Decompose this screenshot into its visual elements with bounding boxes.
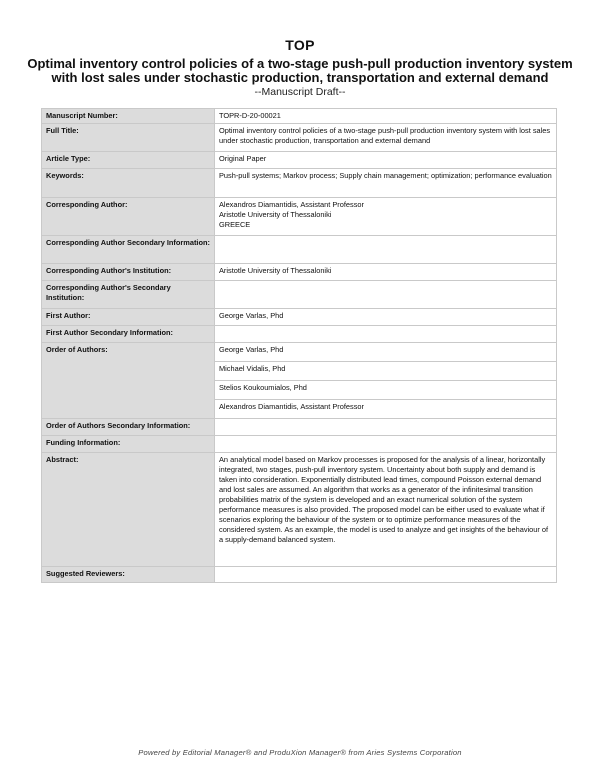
author-4: Alexandros Diamantidis, Assistant Professor [215, 400, 557, 419]
row-first-author-secondary [42, 326, 557, 343]
author-2: Michael Vidalis, Phd [215, 362, 557, 381]
manuscript-title: Optimal inventory control policies of a two-stage push-pull production inventory system with lost sales under stochastic production, transportation and external demand [27, 56, 573, 85]
label-corresponding-author: Corresponding Author: [42, 198, 215, 236]
value-abstract: An analytical model based on Markov processes is proposed for the analysis of a linear, horizontally integrated, two stages, push-pull inventory system. Uncertainty about both supply and demand is taken into consideration. Exponentially distributed lead times, compound Poisson external demand and lost sales are assumed. An algorithm that works as a generator of the infinitesimal transition probabilities matrix of the system is developed and an exact numerical solution of the system performance measures is also provided. The proposed model can be either used to evaluate what if scenarios exploring the behaviour of the system or to optimize performance measures of the considered system. As an example, the model is used to analyze and get insights of the behaviour of a supply-demand balanced system. [215, 453, 557, 567]
label-article-type: Article Type: [42, 152, 215, 169]
value-article-type: Original Paper [215, 152, 557, 169]
corresponding-author-country: GREECE [219, 220, 251, 229]
value-full-title: Optimal inventory control policies of a two-stage push-pull production inventory system with lost sales under stochastic production, transportation and external demand [215, 124, 557, 152]
row-corresponding-institution [42, 264, 557, 281]
row-first-author [42, 309, 557, 326]
value-corresponding-author [215, 198, 557, 236]
value-first-author: George Varlas, Phd [215, 309, 557, 326]
value-keywords: Push-pull systems; Markov process; Supply chain management; optimization; performance evaluation [215, 169, 557, 198]
powered-by-footer: Powered by Editorial Manager® and ProduXion Manager® from Aries Systems Corporation [138, 748, 462, 757]
corresponding-author-affiliation: Aristotle University of Thessaloniki [219, 210, 332, 219]
author-1: George Varlas, Phd [215, 343, 557, 362]
label-corresponding-institution-secondary: Corresponding Author's Secondary Institution: [42, 281, 215, 309]
label-abstract: Abstract: [42, 453, 215, 567]
row-full-title [42, 124, 557, 152]
draft-label: --Manuscript Draft-- [254, 86, 346, 98]
row-corresponding-institution-secondary [42, 281, 557, 309]
label-corresponding-author-secondary: Corresponding Author Secondary Information: [42, 236, 215, 264]
label-order-of-authors: Order of Authors: [42, 343, 215, 419]
value-funding [215, 436, 557, 453]
row-keywords [42, 169, 557, 198]
label-order-of-authors-secondary: Order of Authors Secondary Information: [42, 419, 215, 436]
value-order-of-authors-secondary [215, 419, 557, 436]
row-order-of-authors [42, 343, 557, 362]
label-first-author: First Author: [42, 309, 215, 326]
value-first-author-secondary [215, 326, 557, 343]
label-full-title: Full Title: [42, 124, 215, 152]
author-3: Stelios Koukoumialos, Phd [215, 381, 557, 400]
label-corresponding-institution: Corresponding Author's Institution: [42, 264, 215, 281]
row-suggested-reviewers [42, 567, 557, 583]
row-corresponding-author [42, 198, 557, 236]
journal-name: TOP [285, 37, 315, 53]
row-corresponding-author-secondary [42, 236, 557, 264]
row-abstract [42, 453, 557, 567]
label-suggested-reviewers: Suggested Reviewers: [42, 567, 215, 583]
label-first-author-secondary: First Author Secondary Information: [42, 326, 215, 343]
label-funding: Funding Information: [42, 436, 215, 453]
value-corresponding-institution: Aristotle University of Thessaloniki [215, 264, 557, 281]
row-article-type [42, 152, 557, 169]
corresponding-author-name: Alexandros Diamantidis, Assistant Professor [219, 200, 365, 209]
value-manuscript-number: TOPR-D-20-00021 [215, 109, 557, 124]
label-keywords: Keywords: [42, 169, 215, 198]
row-funding [42, 436, 557, 453]
value-corresponding-institution-secondary [215, 281, 557, 309]
manuscript-metadata-table [41, 108, 557, 583]
row-manuscript-number [42, 109, 557, 124]
label-manuscript-number: Manuscript Number: [42, 109, 215, 124]
value-suggested-reviewers [215, 567, 557, 583]
value-corresponding-author-secondary [215, 236, 557, 264]
row-order-of-authors-secondary [42, 419, 557, 436]
